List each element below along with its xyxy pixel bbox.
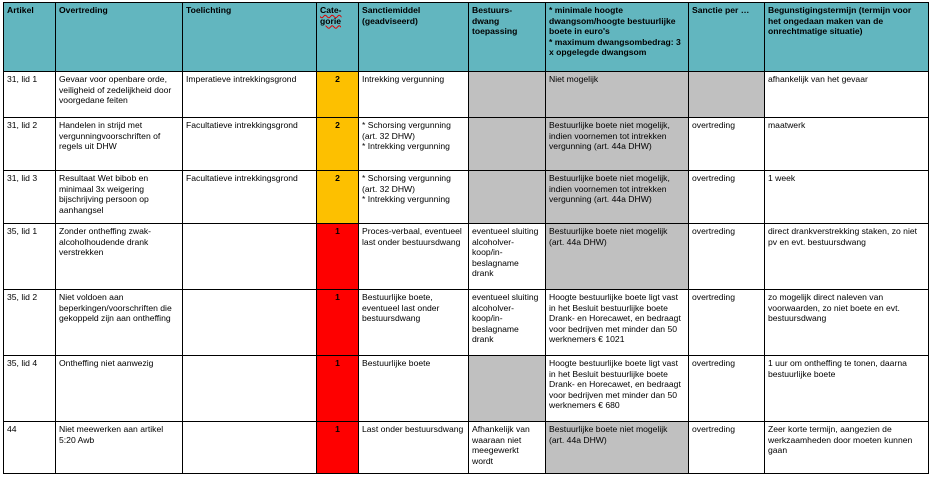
cell-sanctiemiddel: Intrekking vergunning <box>359 72 469 118</box>
cell-toelichting <box>183 290 317 356</box>
cell-boete: Hoogte bestuurlijke boete ligt vast in het Besluit bestuurlijke boete Drank- en Horecawet, en bedraagt voor bedrijven met minder dan 50 werknemers € 1021 <box>546 290 689 356</box>
cell-toelichting: Facultatieve intrekkingsgrond <box>183 171 317 224</box>
header-artikel: Artikel <box>4 3 56 72</box>
cell-termijn: direct drankverstrekking staken, zo niet pv en evt. bestuursdwang <box>765 224 929 290</box>
cell-sanctie-per: overtreding <box>689 224 765 290</box>
cell-categorie: 1 <box>317 224 359 290</box>
cell-sanctie-per: overtreding <box>689 422 765 474</box>
table-row <box>4 290 929 356</box>
cell-bestuursdwang <box>469 171 546 224</box>
cell-categorie: 1 <box>317 356 359 422</box>
cell-overtreding: Ontheffing niet aanwezig <box>56 356 183 422</box>
cell-sanctiemiddel: Proces-verbaal, eventueel last onder bestuursdwang <box>359 224 469 290</box>
cell-sanctie-per: overtreding <box>689 118 765 171</box>
cell-toelichting: Facultatieve intrekkingsgrond <box>183 118 317 171</box>
table-row <box>4 118 929 171</box>
header-sanctiemiddel: Sanctiemiddel (geadviseerd) <box>359 3 469 72</box>
header-toelichting: Toelichting <box>183 3 317 72</box>
cell-boete: Niet mogelijk <box>546 72 689 118</box>
cell-categorie: 1 <box>317 290 359 356</box>
cell-sanctie-per: overtreding <box>689 171 765 224</box>
header-categorie: Cate- gorie <box>317 3 359 72</box>
cell-boete: Bestuurlijke boete niet mogelijk (art. 44a DHW) <box>546 224 689 290</box>
cell-termijn: 1 uur om ontheffing te tonen, daarna bestuurlijke boete <box>765 356 929 422</box>
cell-overtreding: Gevaar voor openbare orde, veiligheid of zedelijkheid door voorgedane feiten <box>56 72 183 118</box>
cell-bestuursdwang <box>469 356 546 422</box>
cell-categorie: 2 <box>317 72 359 118</box>
cell-artikel: 35, lid 4 <box>4 356 56 422</box>
sanction-table <box>3 2 929 474</box>
cell-toelichting <box>183 224 317 290</box>
cell-sanctie-per <box>689 72 765 118</box>
cell-termijn: afhankelijk van het gevaar <box>765 72 929 118</box>
cell-boete: Bestuurlijke boete niet mogelijk, indien voornemen tot intrekken vergunning (art. 44a DHW) <box>546 171 689 224</box>
cell-artikel: 31, lid 1 <box>4 72 56 118</box>
table-row <box>4 422 929 474</box>
cell-sanctiemiddel: Bestuurlijke boete, eventueel last onder bestuursdwang <box>359 290 469 356</box>
cell-artikel: 44 <box>4 422 56 474</box>
cell-categorie: 2 <box>317 171 359 224</box>
cell-artikel: 35, lid 2 <box>4 290 56 356</box>
cell-termijn: Zeer korte termijn, aangezien de werkzaamheden door moeten kunnen gaan <box>765 422 929 474</box>
table-row <box>4 72 929 118</box>
cell-boete: Hoogte bestuurlijke boete ligt vast in het Besluit bestuurlijke boete Drank- en Horecawet, en bedraagt voor bedrijven met minder dan 50 werknemers € 680 <box>546 356 689 422</box>
cell-bestuursdwang: eventueel sluiting alcoholver-koop/in-beslagname drank <box>469 224 546 290</box>
cell-sanctiemiddel: Last onder bestuursdwang <box>359 422 469 474</box>
cell-sanctiemiddel: * Schorsing vergunning (art. 32 DHW) * Intrekking vergunning <box>359 171 469 224</box>
table-row <box>4 224 929 290</box>
cell-sanctie-per: overtreding <box>689 290 765 356</box>
cell-bestuursdwang: eventueel sluiting alcoholver-koop/in-beslagname drank <box>469 290 546 356</box>
cell-termijn: zo mogelijk direct naleven van voorwaarden, zo niet boete en evt. bestuursdwang <box>765 290 929 356</box>
cell-toelichting: Imperatieve intrekkingsgrond <box>183 72 317 118</box>
header-boete: * minimale hoogte dwangsom/hoogte bestuurlijke boete in euro's * maximum dwangsombedrag: 3 x opgelegde dwangsom <box>546 3 689 72</box>
cell-sanctie-per: overtreding <box>689 356 765 422</box>
header-bestuursdwang: Bestuurs- dwang toepassing <box>469 3 546 72</box>
cell-categorie: 1 <box>317 422 359 474</box>
cell-artikel: 35, lid 1 <box>4 224 56 290</box>
header-row <box>4 3 929 72</box>
cell-toelichting <box>183 422 317 474</box>
cell-categorie: 2 <box>317 118 359 171</box>
cell-bestuursdwang <box>469 72 546 118</box>
cell-artikel: 31, lid 2 <box>4 118 56 171</box>
header-termijn: Begunstigingstermijn (termijn voor het ongedaan maken van de onrechtmatige situatie) <box>765 3 929 72</box>
cell-termijn: 1 week <box>765 171 929 224</box>
cell-termijn: maatwerk <box>765 118 929 171</box>
cell-boete: Bestuurlijke boete niet mogelijk, indien voornemen tot intrekken vergunning (art. 44a DHW) <box>546 118 689 171</box>
cell-overtreding: Niet meewerken aan artikel 5:20 Awb <box>56 422 183 474</box>
cell-overtreding: Zonder ontheffing zwak-alcoholhoudende drank verstrekken <box>56 224 183 290</box>
table-row <box>4 171 929 224</box>
cell-overtreding: Handelen in strijd met vergunningvoorschriften of regels uit DHW <box>56 118 183 171</box>
cell-overtreding: Niet voldoen aan beperkingen/voorschriften die gekoppeld zijn aan ontheffing <box>56 290 183 356</box>
cell-bestuursdwang <box>469 118 546 171</box>
cell-toelichting <box>183 356 317 422</box>
cell-sanctiemiddel: * Schorsing vergunning (art. 32 DHW) * Intrekking vergunning <box>359 118 469 171</box>
header-sanctie-per: Sanctie per … <box>689 3 765 72</box>
cell-artikel: 31, lid 3 <box>4 171 56 224</box>
cell-boete: Bestuurlijke boete niet mogelijk (art. 44a DHW) <box>546 422 689 474</box>
cell-bestuursdwang: Afhankelijk van waaraan niet meegewerkt wordt <box>469 422 546 474</box>
cell-sanctiemiddel: Bestuurlijke boete <box>359 356 469 422</box>
table-row <box>4 356 929 422</box>
header-overtreding: Overtreding <box>56 3 183 72</box>
cell-overtreding: Resultaat Wet bibob en minimaal 3x weigering bijschrijving persoon op aanhangsel <box>56 171 183 224</box>
